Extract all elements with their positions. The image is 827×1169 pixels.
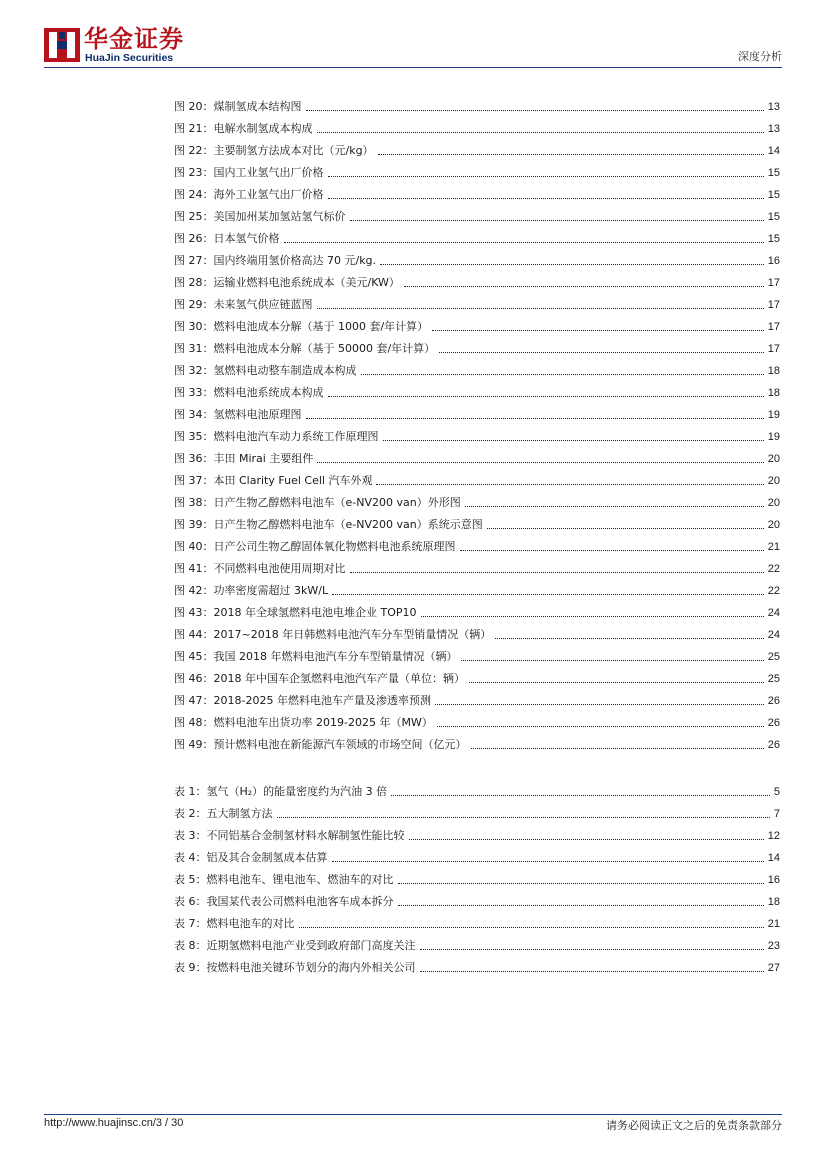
entry-page-number: 17 xyxy=(767,277,780,289)
entry-page-number: 5 xyxy=(773,786,780,798)
dot-leader xyxy=(350,572,764,573)
figure-index-entry[interactable] xyxy=(174,400,780,422)
table-index-entry[interactable] xyxy=(174,931,780,953)
page-header xyxy=(44,25,782,68)
table-index-entry[interactable] xyxy=(174,821,780,843)
entry-page-number: 15 xyxy=(767,189,780,201)
dot-leader xyxy=(487,528,764,529)
dot-leader xyxy=(420,971,764,972)
dot-leader xyxy=(432,330,764,331)
entry-page-number: 18 xyxy=(767,387,780,399)
entry-label: 图 24：海外工业氢气出厂价格 xyxy=(174,188,324,201)
dot-leader xyxy=(391,795,770,796)
dot-leader xyxy=(460,550,764,551)
entry-label: 表 9：按燃料电池关键环节划分的海内外相关公司 xyxy=(174,961,416,974)
figure-index-entry[interactable] xyxy=(174,180,780,202)
figure-index-list xyxy=(174,92,780,752)
entry-label: 表 5：燃料电池车、锂电池车、燃油车的对比 xyxy=(174,873,394,886)
entry-page-number: 14 xyxy=(767,145,780,157)
figure-index-entry[interactable] xyxy=(174,642,780,664)
dot-leader xyxy=(439,352,764,353)
report-type-label: 深度分析 xyxy=(738,50,782,63)
table-index-entry[interactable] xyxy=(174,953,780,975)
entry-page-number: 21 xyxy=(767,918,780,930)
entry-label: 图 40：日产公司生物乙醇固体氧化物燃料电池系统原理图 xyxy=(174,540,456,553)
entry-label: 图 29：未来氢气供应链蓝图 xyxy=(174,298,313,311)
figure-index-entry[interactable] xyxy=(174,664,780,686)
entry-page-number: 24 xyxy=(767,629,780,641)
dot-leader xyxy=(469,682,764,683)
entry-label: 图 38：日产生物乙醇燃料电池车（e-NV200 van）外形图 xyxy=(174,496,461,509)
figure-index-entry[interactable] xyxy=(174,114,780,136)
entry-label: 图 37：本田 Clarity Fuel Cell 汽车外观 xyxy=(174,474,373,487)
dot-leader xyxy=(332,861,764,862)
dot-leader xyxy=(284,242,764,243)
huajin-logo-icon xyxy=(44,28,80,62)
figure-index-entry[interactable] xyxy=(174,378,780,400)
dot-leader xyxy=(317,462,763,463)
figure-index-entry[interactable] xyxy=(174,444,780,466)
entry-page-number: 15 xyxy=(767,233,780,245)
entry-label: 表 1：氢气（H₂）的能量密度约为汽油 3 倍 xyxy=(174,785,388,798)
brand-name-cn: 华金证券 xyxy=(84,25,184,53)
dot-leader xyxy=(332,594,764,595)
entry-label: 图 26：日本氢气价格 xyxy=(174,232,280,245)
figure-index-entry[interactable] xyxy=(174,532,780,554)
dot-leader xyxy=(465,506,764,507)
figure-index-entry[interactable] xyxy=(174,356,780,378)
entry-page-number: 27 xyxy=(767,962,780,974)
entry-page-number: 23 xyxy=(767,940,780,952)
dot-leader xyxy=(398,883,764,884)
dot-leader xyxy=(317,308,764,309)
dot-leader xyxy=(306,110,764,111)
figure-index-entry[interactable] xyxy=(174,466,780,488)
figure-index-entry[interactable] xyxy=(174,730,780,752)
figure-index-entry[interactable] xyxy=(174,598,780,620)
dot-leader xyxy=(317,132,764,133)
entry-page-number: 19 xyxy=(767,409,780,421)
entry-page-number: 25 xyxy=(767,673,780,685)
entry-label: 表 3：不同铝基合金制氢材料水解制氢性能比较 xyxy=(174,829,405,842)
entry-page-number: 25 xyxy=(767,651,780,663)
dot-leader xyxy=(350,220,764,221)
dot-leader xyxy=(306,418,764,419)
entry-label: 表 7：燃料电池车的对比 xyxy=(174,917,295,930)
entry-page-number: 20 xyxy=(767,453,780,465)
entry-page-number: 22 xyxy=(767,585,780,597)
table-index-entry[interactable] xyxy=(174,843,780,865)
table-index-entry[interactable] xyxy=(174,887,780,909)
entry-label: 图 48：燃料电池车出货功率 2019-2025 年（MW） xyxy=(174,716,433,729)
dot-leader xyxy=(328,176,764,177)
entry-label: 图 36：丰田 Mirai 主要组件 xyxy=(174,452,314,465)
entry-page-number: 15 xyxy=(767,211,780,223)
dot-leader xyxy=(383,440,764,441)
entry-label: 表 6：我国某代表公司燃料电池客车成本拆分 xyxy=(174,895,394,908)
dot-leader xyxy=(421,616,764,617)
entry-label: 图 33：燃料电池系统成本构成 xyxy=(174,386,324,399)
entry-label: 图 46：2018 年中国车企氢燃料电池汽车产量（单位：辆） xyxy=(174,672,465,685)
entry-label: 图 27：国内终端用氢价格高达 70 元/kg. xyxy=(174,254,377,267)
entry-label: 图 23：国内工业氢气出厂价格 xyxy=(174,166,324,179)
entry-label: 图 47：2018-2025 年燃料电池车产量及渗透率预测 xyxy=(174,694,431,707)
dot-leader xyxy=(299,927,764,928)
entry-label: 图 30：燃料电池成本分解（基于 1000 套/年计算） xyxy=(174,320,429,333)
footer-disclaimer: 请务必阅读正文之后的免责条款部分 xyxy=(606,1119,782,1132)
entry-label: 图 22：主要制氢方法成本对比（元/kg） xyxy=(174,144,374,157)
entry-page-number: 17 xyxy=(767,321,780,333)
entry-label: 图 32：氢燃料电动整车制造成本构成 xyxy=(174,364,357,377)
figure-index-entry[interactable] xyxy=(174,92,780,114)
dot-leader xyxy=(277,817,770,818)
entry-page-number: 21 xyxy=(767,541,780,553)
entry-label: 图 43：2018 年全球氢燃料电池电堆企业 TOP10 xyxy=(174,606,417,619)
figure-index-entry[interactable] xyxy=(174,554,780,576)
entry-page-number: 12 xyxy=(767,830,780,842)
entry-label: 图 21：电解水制氢成本构成 xyxy=(174,122,313,135)
entry-label: 图 31：燃料电池成本分解（基于 50000 套/年计算） xyxy=(174,342,436,355)
figure-index-entry[interactable] xyxy=(174,488,780,510)
entry-label: 图 28：运输业燃料电池系统成本（美元/KW） xyxy=(174,276,400,289)
entry-label: 图 39：日产生物乙醇燃料电池车（e-NV200 van）系统示意图 xyxy=(174,518,483,531)
entry-page-number: 24 xyxy=(767,607,780,619)
entry-page-number: 26 xyxy=(767,739,780,751)
figure-index-entry[interactable] xyxy=(174,290,780,312)
dot-leader xyxy=(409,839,764,840)
figure-index-entry[interactable] xyxy=(174,510,780,532)
entry-page-number: 7 xyxy=(773,808,780,820)
header-divider xyxy=(44,67,782,68)
entry-label: 图 41：不同燃料电池使用周期对比 xyxy=(174,562,346,575)
figure-index-entry[interactable] xyxy=(174,708,780,730)
dot-leader xyxy=(378,154,764,155)
figure-index-entry[interactable] xyxy=(174,246,780,268)
entry-page-number: 19 xyxy=(767,431,780,443)
footer-divider xyxy=(44,1114,782,1115)
entry-label: 图 25：美国加州某加氢站氢气标价 xyxy=(174,210,346,223)
figure-index-entry[interactable] xyxy=(174,158,780,180)
dot-leader xyxy=(404,286,764,287)
table-index-list xyxy=(174,777,780,975)
dot-leader xyxy=(328,396,764,397)
entry-page-number: 13 xyxy=(767,123,780,135)
entry-page-number: 26 xyxy=(767,717,780,729)
entry-label: 图 49：预计燃料电池在新能源汽车领域的市场空间（亿元） xyxy=(174,738,467,751)
entry-label: 图 44：2017~2018 年日韩燃料电池汽车分车型销量情况（辆） xyxy=(174,628,492,641)
dot-leader xyxy=(495,638,764,639)
entry-page-number: 16 xyxy=(767,874,780,886)
dot-leader xyxy=(420,949,764,950)
table-index-entry[interactable] xyxy=(174,909,780,931)
entry-page-number: 16 xyxy=(767,255,780,267)
figure-index-entry[interactable] xyxy=(174,202,780,224)
figure-index-entry[interactable] xyxy=(174,136,780,158)
table-index-entry[interactable] xyxy=(174,777,780,799)
entry-page-number: 18 xyxy=(767,365,780,377)
brand-name-en: HuaJin Securities xyxy=(85,52,174,64)
figure-index-entry[interactable] xyxy=(174,268,780,290)
entry-label: 图 42：功率密度需超过 3kW/L xyxy=(174,584,329,597)
entry-page-number: 26 xyxy=(767,695,780,707)
entry-label: 表 2：五大制氢方法 xyxy=(174,807,273,820)
figure-index-entry[interactable] xyxy=(174,620,780,642)
figure-index-entry[interactable] xyxy=(174,422,780,444)
entry-label: 表 8：近期氢燃料电池产业受到政府部门高度关注 xyxy=(174,939,416,952)
figure-index-entry[interactable] xyxy=(174,686,780,708)
entry-page-number: 20 xyxy=(767,497,780,509)
entry-label: 图 34：氢燃料电池原理图 xyxy=(174,408,302,421)
dot-leader xyxy=(361,374,764,375)
figure-index-entry[interactable] xyxy=(174,576,780,598)
dot-leader xyxy=(461,660,763,661)
dot-leader xyxy=(471,748,764,749)
dot-leader xyxy=(328,198,764,199)
entry-label: 图 45：我国 2018 年燃料电池汽车分车型销量情况（辆） xyxy=(174,650,458,663)
figure-index-entry[interactable] xyxy=(174,224,780,246)
dot-leader xyxy=(376,484,763,485)
entry-label: 图 20：煤制氢成本结构图 xyxy=(174,100,302,113)
entry-page-number: 20 xyxy=(767,519,780,531)
dot-leader xyxy=(398,905,764,906)
footer-url-page[interactable]: http://www.huajinsc.cn/3 / 30 xyxy=(44,1117,184,1129)
entry-label: 图 35：燃料电池汽车动力系统工作原理图 xyxy=(174,430,379,443)
dot-leader xyxy=(437,726,764,727)
figure-index-entry[interactable] xyxy=(174,334,780,356)
entry-page-number: 18 xyxy=(767,896,780,908)
entry-page-number: 15 xyxy=(767,167,780,179)
entry-page-number: 22 xyxy=(767,563,780,575)
entry-page-number: 17 xyxy=(767,343,780,355)
table-index-entry[interactable] xyxy=(174,865,780,887)
entry-page-number: 20 xyxy=(767,475,780,487)
entry-label: 表 4：铝及其合金制氢成本估算 xyxy=(174,851,328,864)
entry-page-number: 13 xyxy=(767,101,780,113)
dot-leader xyxy=(380,264,764,265)
figure-index-entry[interactable] xyxy=(174,312,780,334)
dot-leader xyxy=(435,704,764,705)
entry-page-number: 14 xyxy=(767,852,780,864)
table-index-entry[interactable] xyxy=(174,799,780,821)
entry-page-number: 17 xyxy=(767,299,780,311)
